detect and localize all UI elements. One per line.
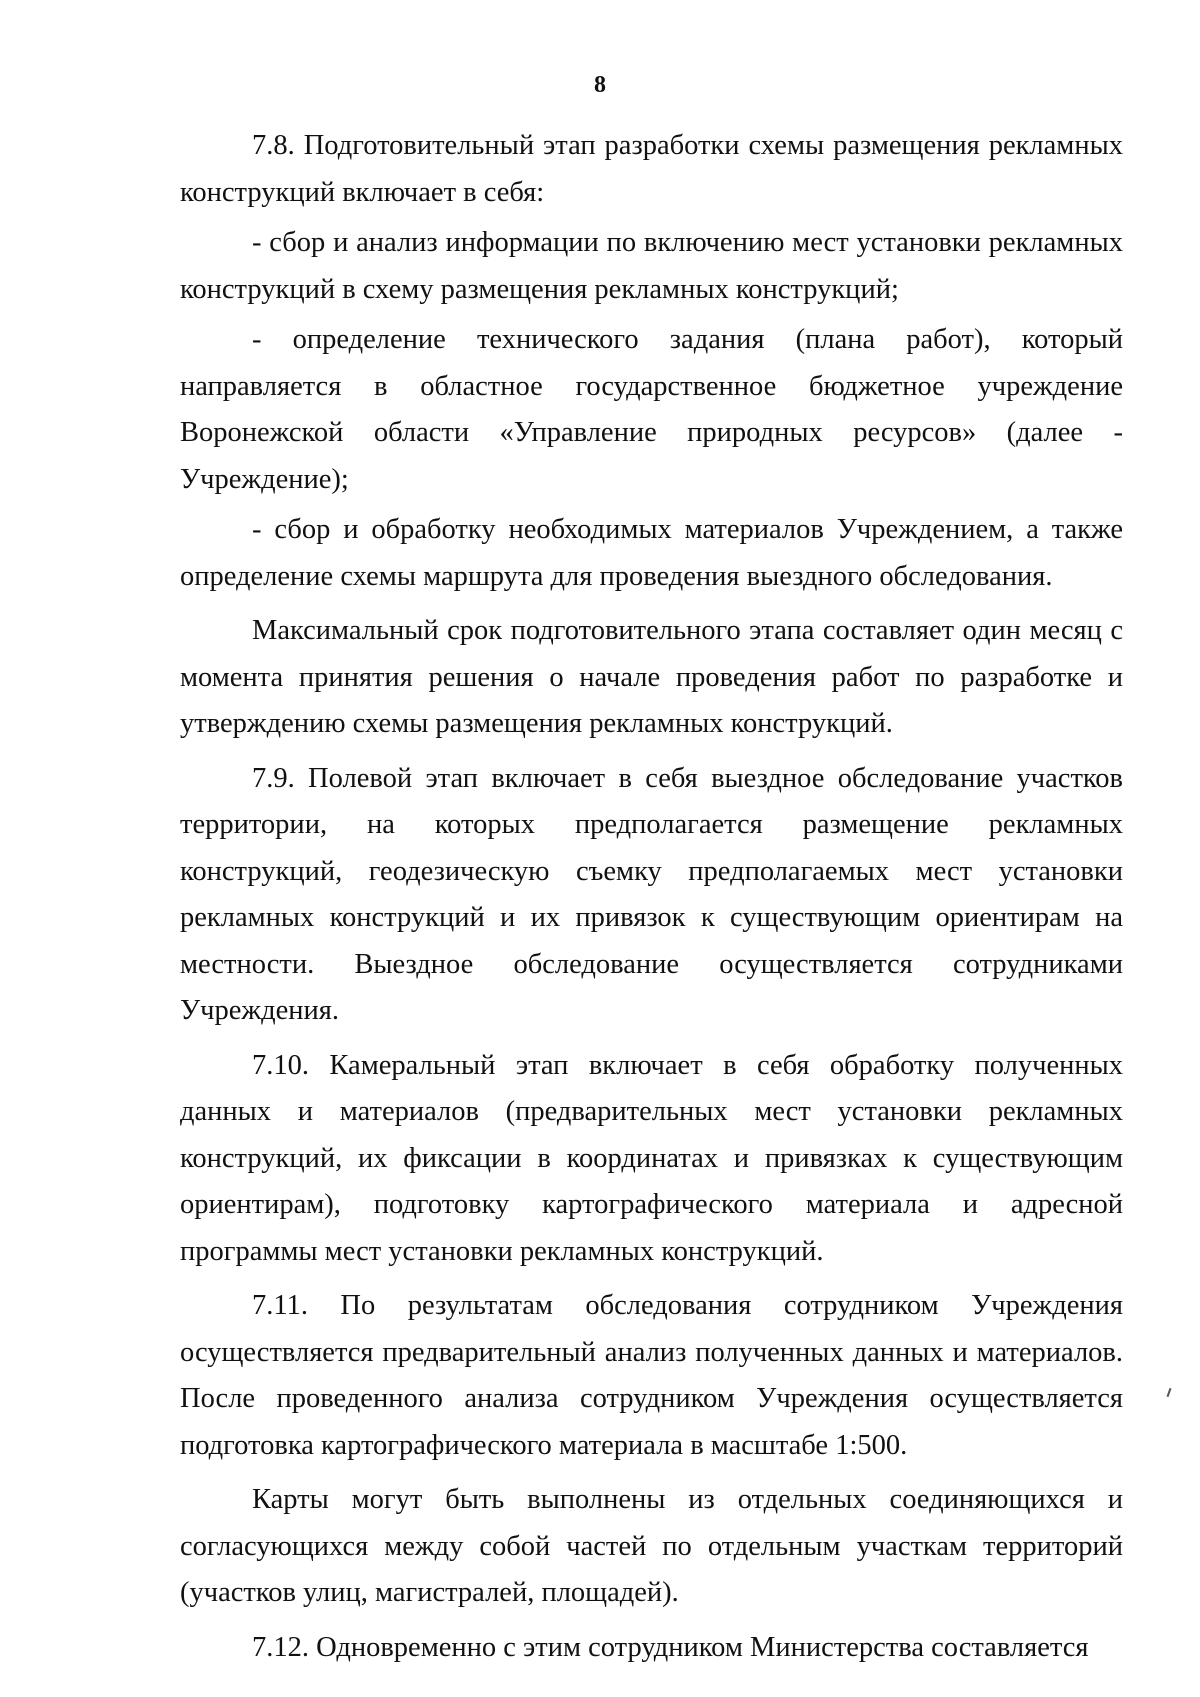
paragraph-max-term: Максимальный срок подготовительного этапа составляет один месяц с момента принятия решения о начале проведения работ по разработке и утверждению схемы размещения рекламных конструкций. bbox=[180, 615, 1123, 739]
paragraph-7-8: 7.8. Подготовительный этап разработки схемы размещения рекламных конструкций включает в себя: bbox=[180, 130, 1123, 208]
paragraph-7-10: 7.10. Камеральный этап включает в себя обработку полученных данных и материалов (предварительных мест установки рекламных конструкций, их фиксации в координатах и привязках к существующим ориентирам), подготовку картографического материала и адресной программы мест установки рекламных конструкций. bbox=[180, 1049, 1123, 1267]
page-number: 8 bbox=[594, 72, 606, 98]
paragraph-maps: Карты могут быть выполнены из отдельных соединяющихся и согласующихся между собой частей по отдельным участкам территорий (участков улиц, магистралей, площадей). bbox=[180, 1484, 1123, 1608]
paragraph-list-item-processing: - сбор и обработку необходимых материалов Учреждением, а также определение схемы маршрута для проведения выездного обследования. bbox=[180, 514, 1123, 592]
paragraph-7-9: 7.9. Полевой этап включает в себя выездное обследование участков территории, на которых предполагается размещение рекламных конструкций, геодезическую съемку предполагаемых мест установки рекламных конструкций и их привязок к существующим ориентирам на местности. Выездное обследование осуществляется сотрудниками Учреждения. bbox=[180, 762, 1123, 1026]
paragraph-list-item-technical-task: - определение технического задания (плана работ), который направляется в областное государственное бюджетное учреждение Воронежской области «Управление природных ресурсов» (далее - Учреждение); bbox=[180, 324, 1123, 495]
paragraph-list-item-collection: - сбор и анализ информации по включению мест установки рекламных конструкций в схему размещения рекламных конструкций; bbox=[180, 227, 1123, 305]
scan-mark bbox=[1167, 1388, 1172, 1397]
paragraph-7-11: 7.11. По результатам обследования сотрудником Учреждения осуществляется предварительный анализ полученных данных и материалов. После проведенного анализа сотрудником Учреждения осуществляется подготовка картографического материала в масштабе 1:500. bbox=[180, 1290, 1123, 1461]
paragraph-7-12: 7.12. Одновременно с этим сотрудником Министерства составляется bbox=[252, 1631, 1089, 1663]
document-body bbox=[180, 123, 1123, 1679]
